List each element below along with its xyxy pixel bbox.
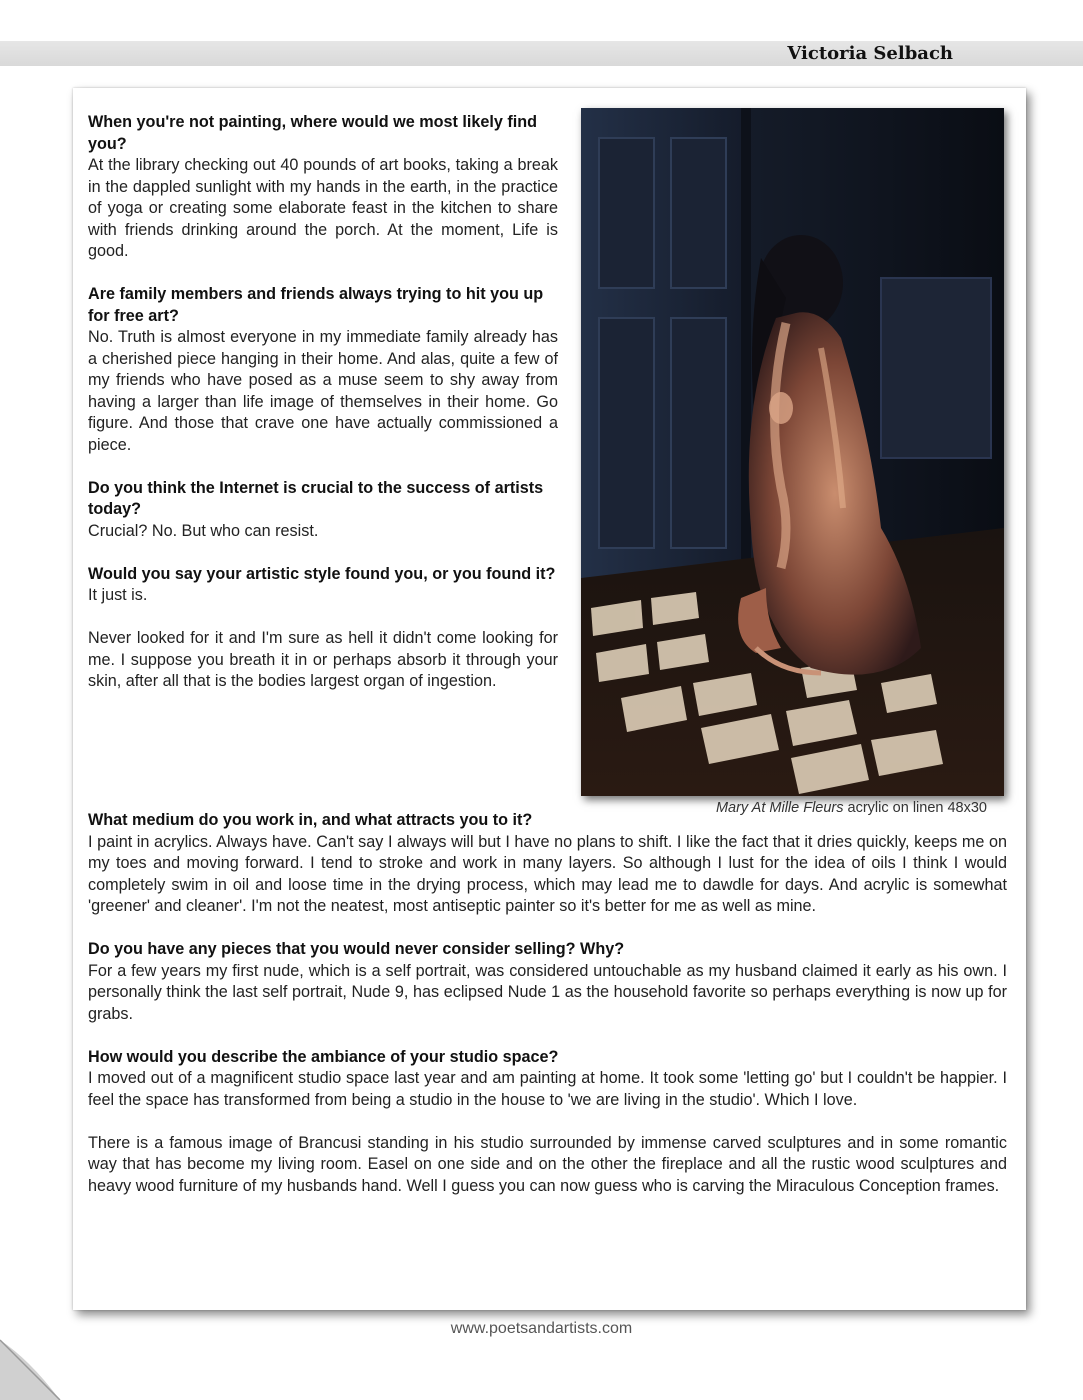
answer-continued: Never looked for it and I'm sure as hell it didn't come looking for me. I suppose you breath it in or perhaps absorb it through your skin, after all that is the bodies largest organ of ingestion. <box>88 629 558 690</box>
question: Are family members and friends always trying to hit you up for free art? <box>88 285 544 325</box>
answer: Crucial? No. But who can resist. <box>88 521 319 540</box>
answer: I paint in acrylics. Always have. Can't say I always will but I have no plans to shift. I like the fact that it dries quickly, keeps me on my toes and moving forward. I tend to stroke and work in many layers. So although I lust for the idea of oils I think I would completely swim in oil and loose time in the drying process, which may lead me to dawdle for days. And acrylic is somewhat 'greener' and cleaner'. I'm not the neatest, most antiseptic painter so it's better for me as well as mine. <box>88 832 1007 915</box>
question: What medium do you work in, and what attracts you to it? <box>88 811 533 829</box>
question: When you're not painting, where would we most likely find you? <box>88 113 538 153</box>
footer-url: www.poetsandartists.com <box>450 1320 633 1337</box>
caption-title: Mary At Mille Fleurs <box>715 800 844 816</box>
answer-continued: There is a famous image of Brancusi standing in his studio surrounded by immense carved sculptures and in some romantic way that has become my living room. Easel on one side and on the other the fireplace and all the rustic wood sculptures and heavy wood furniture of my husbands hand. Well I guess you can now guess who is carving the Miraculous Conception frames. <box>88 1133 1007 1195</box>
qa-block <box>88 284 558 456</box>
question: How would you describe the ambiance of your studio space? <box>88 1047 559 1066</box>
header-bar <box>0 41 1083 66</box>
question: Do you have any pieces that you would never consider selling? Why? <box>88 940 625 958</box>
qa-block <box>88 810 1007 918</box>
article-card <box>73 88 1026 1310</box>
qa-block <box>88 112 558 263</box>
qa-block <box>88 1047 1007 1112</box>
question: Do you think the Internet is crucial to the success of artists today? <box>88 478 544 518</box>
answer: No. Truth is almost everyone in my immediate family already has a cherished piece hanging in their home. And alas, quite a few of my friends who have posed as a muse seem to shy away from having a larger than life image of themselves in their home. Go figure. And those that crave one have actually commissioned a piece. <box>88 328 558 454</box>
answer: I moved out of a magnificent studio space last year and am painting at home. It took some 'letting go' but I couldn't be happier. I feel the space has transformed from being a studio in the house to 'we are living in the studio'. Which I love. <box>88 1069 1007 1109</box>
qa-block <box>88 564 558 607</box>
answer: At the library checking out 40 pounds of art books, taking a break in the dappled sunlight with my hands in the earth, in the practice of yoga or creating some elaborate feast in the kitchen to share with friends drinking around the porch. At the moment, Life is good. <box>88 156 558 260</box>
answer: It just is. <box>88 586 148 604</box>
qa-column-top <box>88 112 558 693</box>
qa-column-bottom <box>88 810 1007 1197</box>
painting-illustration <box>581 108 1004 796</box>
page-curl-icon <box>0 1320 80 1400</box>
question: Would you say your artistic style found you, or you found it? <box>88 564 556 583</box>
qa-block <box>88 478 558 543</box>
caption-details: acrylic on linen 48x30 <box>843 800 987 816</box>
qa-block <box>88 939 1007 1025</box>
artist-name: Victoria Selbach <box>787 43 953 64</box>
painting-image <box>581 108 1004 796</box>
answer: For a few years my first nude, which is a self portrait, was considered untouchable as my husband claimed it early as his own. I personally think the last self portrait, Nude 9, has eclipsed Nude 1 as the household favorite so perhaps everything is now up for grabs. <box>88 961 1007 1023</box>
